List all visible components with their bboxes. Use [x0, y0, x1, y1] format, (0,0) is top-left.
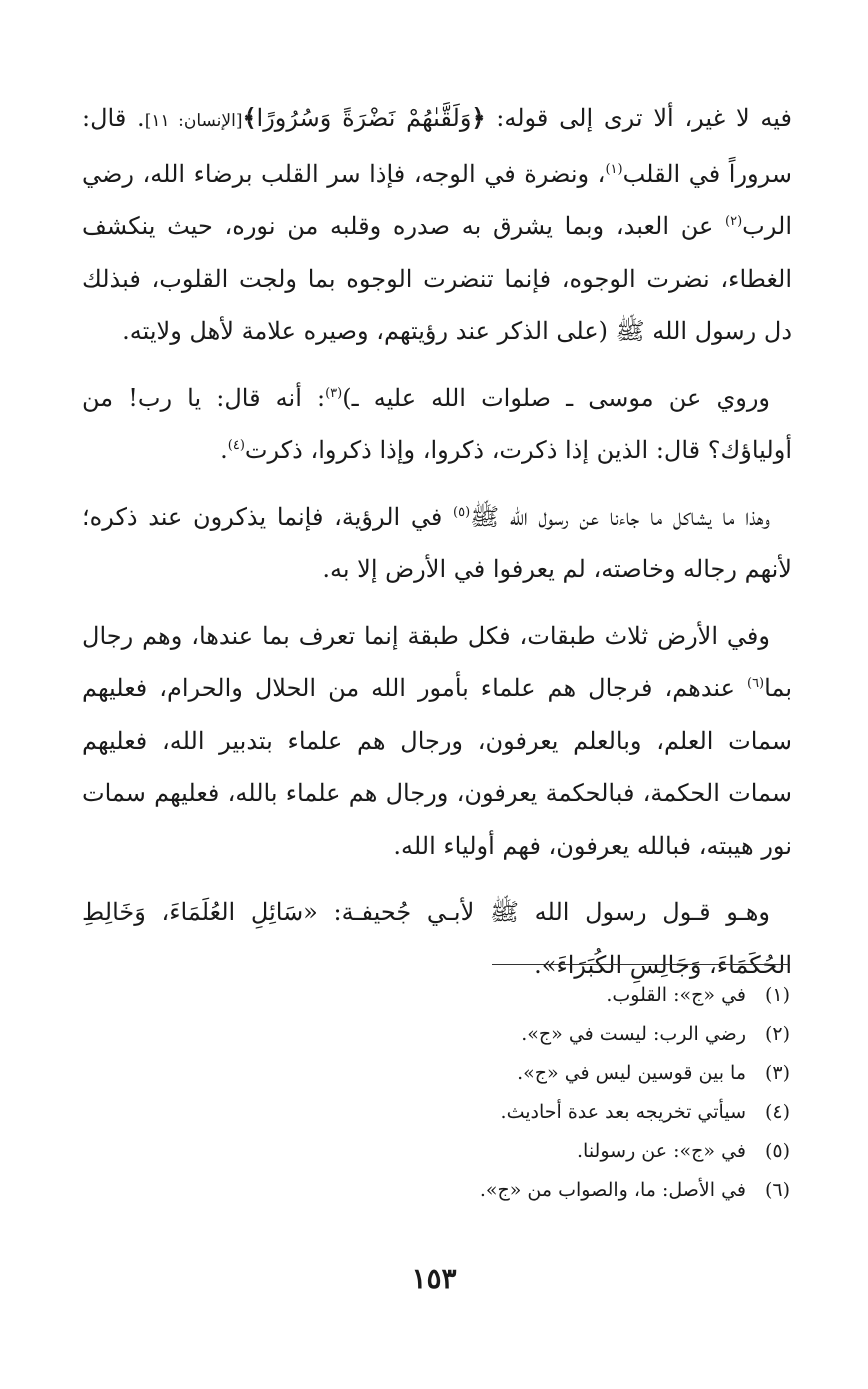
hadith-quote: «سَائِلِ العُلَمَاءَ، وَخَالِطِ الحُكَمَاءَ، وَجَالِسِ الكُبَرَاءَ»	[82, 898, 792, 979]
text-run: وفي الأرض ثلاث طبقات، فكل طبقة إنما تعرف بما عندها، وهم رجال بما	[82, 621, 792, 702]
footnote-marker[interactable]: (٥)	[453, 504, 471, 520]
footnote-text: رضي الرب: ليست في «ج».	[521, 1023, 746, 1045]
footnote-number: (١)	[764, 984, 790, 1006]
footnote-item	[100, 976, 790, 1015]
verse-reference: [الإنسان: ١١]	[144, 111, 243, 131]
footnote-separator	[492, 964, 790, 965]
text-run: وهـو قـول رسول الله ﷺ لأبـي جُحيفـة:	[317, 898, 770, 926]
footnote-text: في الأصل: ما، والصواب من «ج».	[479, 1179, 746, 1201]
footnote-item	[100, 1171, 790, 1210]
quran-bracket-close: ﴾	[242, 103, 257, 132]
footnote-text: في «ج»: القلوب.	[606, 984, 746, 1006]
footnote-number: (٣)	[764, 1062, 790, 1084]
text-run: في الرؤية، فإنما يذكرون عند ذكره؛ لأنهم رجاله وخاصته، لم يعرفوا في الأرض إلا به.	[82, 502, 792, 583]
footnote-number: (٢)	[764, 1023, 790, 1045]
paragraph-3	[82, 491, 792, 596]
text-run: عندهم، فرجال هم علماء بأمور الله من الحلال والحرام، فعليهم سمات العلم، وبالعلم يعرفون، ورجال هم علماء بتدبير الله، فعليهم سمات الحكمة، فبالحكمة يعرفون، ورجال هم علماء بالله، فعليهم سمات نور هيبته، فبالله يعرفون، فهم أولياء الله.	[82, 674, 792, 860]
footnote-item	[100, 1132, 790, 1171]
footnote-text: سيأتي تخريجه بعد عدة أحاديث.	[500, 1101, 746, 1123]
footnote-number: (٤)	[764, 1101, 790, 1123]
footnote-item	[100, 1093, 790, 1132]
text-run: فيه لا غير، ألا ترى إلى قوله:	[485, 104, 792, 132]
footnote-text: ما بين قوسين ليس في «ج».	[517, 1062, 746, 1084]
page-number: ١٥٣	[411, 1262, 457, 1295]
footnote-number: (٥)	[764, 1140, 790, 1162]
footnote-marker[interactable]: (٦)	[746, 676, 765, 691]
text-run: .	[534, 950, 542, 979]
text-run: . قال: سروراً في القلب	[82, 104, 792, 188]
text-run: وهذا ما يشاكل ما جاءنا عن رسول الله ﷺ	[470, 502, 771, 531]
paragraph-1	[82, 92, 792, 358]
text-run: ، ونضرة في الوجه، فإذا سر القلب برضاء الله، رضي الرب	[82, 159, 792, 240]
text-run: .	[220, 436, 228, 464]
footnote-marker[interactable]: (١)	[605, 161, 623, 177]
footnote-marker[interactable]: (٢)	[725, 214, 743, 229]
footnote-number: (٦)	[764, 1179, 790, 1201]
footnote-marker[interactable]: (٣)	[325, 385, 343, 401]
footnote-marker[interactable]: (٤)	[227, 438, 245, 453]
text-run: : أنه قال: يا رب! من أولياؤك؟ قال: الذين إذا ذكرت، ذكروا، وإذا ذكروا، ذكرت	[82, 383, 792, 464]
quran-verse: وَلَقَّىٰهُمْ نَضْرَةً وَسُرُورًا	[256, 104, 472, 132]
main-text	[82, 92, 792, 1005]
paragraph-2	[82, 372, 792, 477]
footnotes-list	[100, 976, 790, 1210]
quran-bracket-open: ﴿	[471, 103, 486, 132]
footnote-text: في «ج»: عن رسولنا.	[576, 1140, 746, 1162]
footnote-item	[100, 1054, 790, 1093]
paragraph-4	[82, 610, 792, 873]
text-run: وروي عن موسى ـ صلوات الله عليه ـ)	[342, 383, 770, 412]
text-run: عن العبد، وبما يشرق به صدره وقلبه من نوره، حيث ينكشف الغطاء، نضرت الوجوه، فإنما تنضرت الوجوه بما ولجت القلوب، فبذلك دل رسول الله ﷺ (على الذكر عند رؤيتهم، وصيره علامة لأهل ولايته.	[82, 212, 793, 345]
footnote-item	[100, 1015, 790, 1054]
